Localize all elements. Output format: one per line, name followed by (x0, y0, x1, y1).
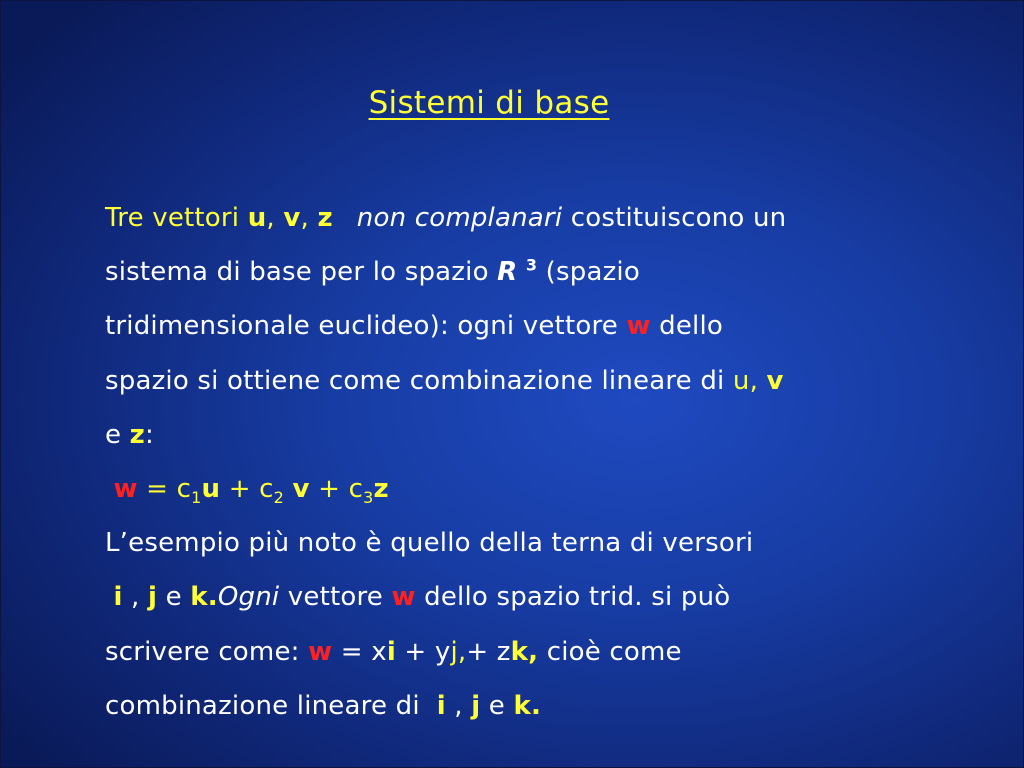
versor-j: j, (450, 636, 467, 667)
ogni-text: Ogni (217, 582, 280, 613)
text-line-5 (105, 408, 985, 462)
slide-title: Sistemi di base (368, 85, 610, 121)
text-segment: cioè come (538, 636, 682, 667)
text-line-7 (105, 570, 985, 624)
vector-v: v (766, 365, 784, 396)
eq-sub-3: 3 (363, 488, 374, 508)
eq-v: v (292, 473, 310, 504)
eq-sub-1: 1 (191, 488, 202, 508)
text-segment: sistema di base per lo spazio (105, 257, 498, 288)
text-segment: , (445, 690, 472, 721)
vector-z: z (317, 203, 333, 233)
text-segment: e (480, 690, 514, 721)
text-segment: : (145, 419, 154, 450)
text-segment: e (105, 419, 130, 450)
text-line-3 (105, 299, 985, 353)
tre-vettori-text: Tre vettori (105, 203, 248, 233)
text-segment: combinazione lineare di (105, 690, 429, 721)
eq-z: z (373, 473, 389, 504)
text-segment: + z (466, 636, 511, 667)
non-complanari-text: non complanari (356, 203, 563, 233)
text-line-1 (105, 191, 985, 245)
vector-v: v (283, 203, 301, 233)
text-segment: spazio si ottiene come combinazione lineare di (105, 365, 733, 396)
equation-line (105, 462, 985, 516)
versor-i: i (436, 690, 446, 721)
versor-k: k. (190, 582, 218, 613)
text-segment: e (157, 582, 191, 613)
text-segment: = x (332, 636, 387, 667)
text-line-9 (105, 679, 985, 733)
text-segment: vettore (279, 582, 392, 613)
text-line-6 (105, 516, 985, 570)
slide-body (105, 191, 985, 733)
versor-j: j (471, 690, 481, 721)
vector-z: z (129, 419, 146, 450)
versor-i: i (113, 582, 123, 613)
text-segment: scrivere come: (105, 636, 309, 667)
versor-k: k. (513, 690, 542, 721)
vector-w: w (626, 311, 651, 342)
text-segment: dello (650, 311, 723, 342)
text-segment: dello spazio trid. si può (415, 582, 731, 613)
text-segment: costituiscono un (562, 203, 787, 233)
comma: , (300, 203, 318, 233)
vector-w: w (391, 582, 416, 613)
eq-sub-2: 2 (273, 488, 285, 508)
versor-k: k, (510, 636, 539, 667)
comma: , (266, 203, 284, 233)
text-segment: tridimensionale euclideo): ogni vettore (105, 311, 627, 342)
eq-text: = c (137, 473, 192, 504)
text-segment: + y (395, 636, 451, 667)
text-segment: , (122, 582, 148, 613)
vector-w: w (308, 636, 333, 667)
eq-u: u (201, 473, 221, 504)
versor-j: j (148, 582, 158, 613)
space-exponent: 3 (525, 255, 538, 275)
text-line-2 (105, 245, 985, 299)
eq-text: + c (309, 473, 364, 504)
vector-u: u, (732, 365, 759, 396)
eq-w: w (113, 473, 138, 504)
vector-u: u (247, 203, 267, 233)
text-segment: L’esempio più noto è quello della terna di versori (105, 528, 754, 559)
space-R: R (497, 257, 518, 288)
text-line-4 (105, 354, 985, 408)
versor-i: i (386, 636, 396, 667)
eq-text: + c (220, 473, 274, 504)
text-line-8 (105, 625, 985, 679)
text-segment: (spazio (537, 257, 640, 288)
